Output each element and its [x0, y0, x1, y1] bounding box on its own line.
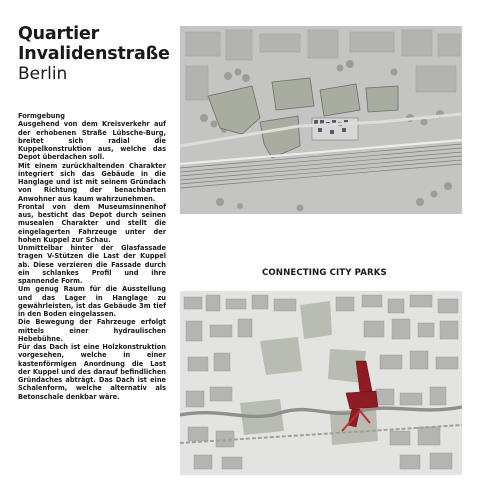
paragraph: Ausgehend von dem Kreisverkehr auf der erhobenen Straße Lübsche-Burg, breitet sich radial die Kuppelkonstruktion aus, welche das Depot überdachen soll. [18, 120, 166, 162]
context-map-drawing [180, 291, 462, 475]
paragraph: Frontal von dem Museumsinnenhof aus, besticht das Depot durch seinen musealen Charakter und stellt die eingelagerten Fahrzeuge unter der hohen Kuppel zur Schau. [18, 202, 166, 244]
paragraph: Um genug Raum für die Ausstellung und das Lager in Hanglage zu gewährleisten, ist das Gebäude 3m tief in den Boden eingelassen. [18, 285, 166, 318]
title-line-1: Quartier [18, 24, 100, 44]
paragraph: Für das Dach ist eine Holzkonstruktion vorgesehen, welche in einer kastenförmigen Anordnung die Last der Kuppel und des darauf befindlichen Gründaches abträgt. Das Dach ist eine Schalenform, welche alternativ als Betonschale denkbar wäre. [18, 343, 166, 401]
paragraph: Unmittelbar hinter der Glasfassade tragen V-Stützen die Last der Kuppel ab. Diese verzieren die Fassade durch ein schlankes Profil und ihre spannende Form. [18, 244, 166, 285]
title-line-2: Invalidenstraße [18, 44, 170, 64]
paragraph: Die Bewegung der Fahrzeuge erfolgt mittels einer hydraulischen Hebebühne. [18, 318, 166, 343]
description-text [18, 112, 166, 401]
site-plan-drawing [180, 26, 462, 214]
section-heading: Formgebung [18, 112, 65, 120]
paragraph: Mit einem zurückhaltenden Charakter integriert sich das Gebäude in die Hanglage und ist mit seinem Gründach von Richtung der benachbarten Anwohner aus kaum wahrzunehmen. [18, 161, 166, 203]
map-heading: CONNECTING CITY PARKS [262, 268, 387, 278]
page-subtitle: Berlin [18, 64, 68, 84]
site-plan-aerial [180, 26, 462, 214]
connecting-parks-map [180, 291, 462, 475]
page-title [18, 24, 170, 64]
